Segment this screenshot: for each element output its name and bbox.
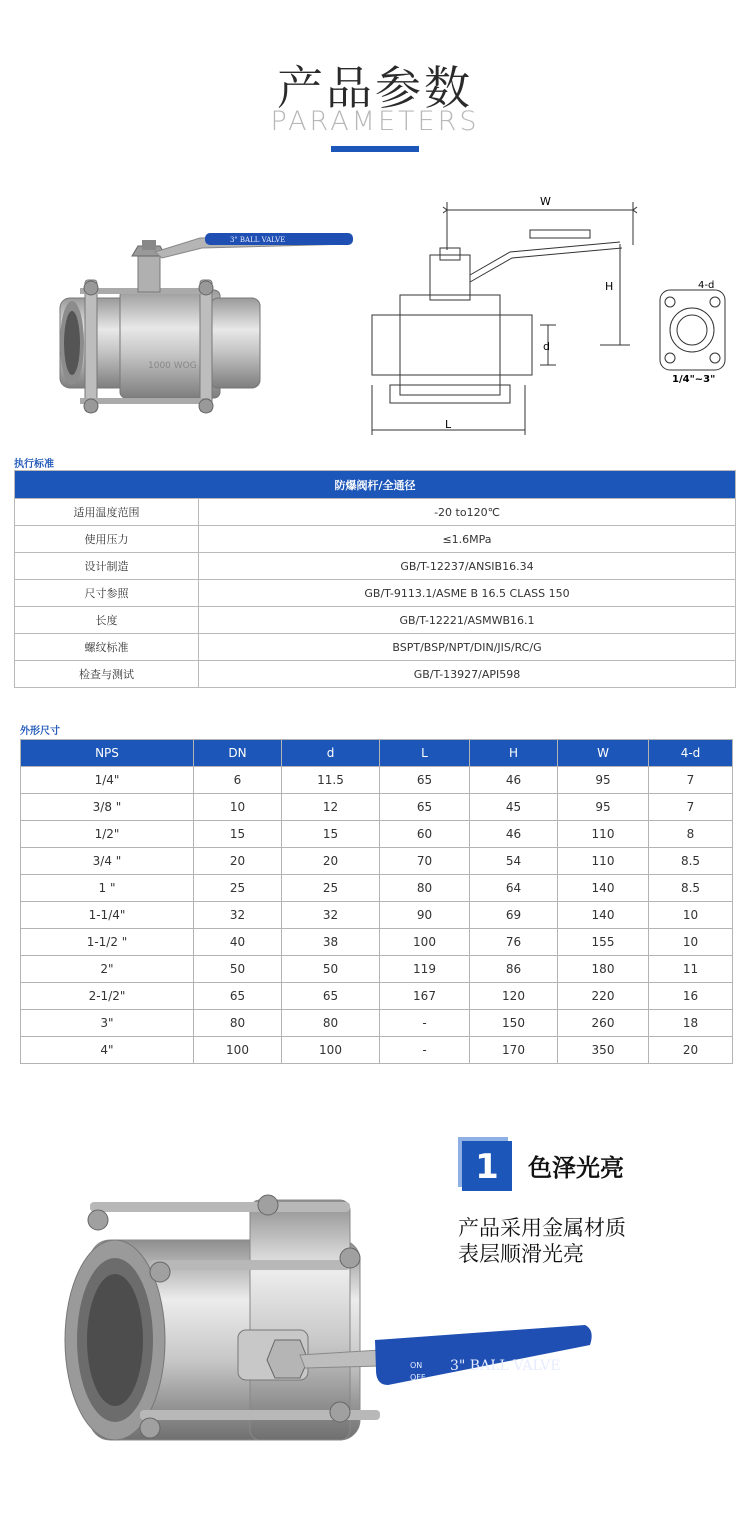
table-cell: 180 [558,956,649,983]
table-cell: 25 [194,875,282,902]
label-size-range: 1/4"~3" [672,374,716,385]
table-cell: 110 [558,848,649,875]
table-cell: 95 [558,794,649,821]
table-cell: 64 [470,875,558,902]
table-cell: 40 [194,929,282,956]
spec-table [14,470,736,688]
spec-value: GB/T-12237/ANSIB16.34 [199,553,736,580]
table-cell: 38 [282,929,380,956]
table-cell: 10 [194,794,282,821]
table-cell: 50 [282,956,380,983]
feature-line-1: 产品采用金属材质 [458,1216,626,1240]
feature-number-badge: 1 [462,1141,512,1191]
col-header: d [282,740,380,767]
label-4d: 4-d [698,280,715,291]
table-cell: 65 [380,794,470,821]
col-header: H [470,740,558,767]
table-cell: 3/4 " [21,848,194,875]
table-cell: 32 [194,902,282,929]
table-cell: 69 [470,902,558,929]
table-cell: 65 [380,767,470,794]
table-cell: 32 [282,902,380,929]
table-cell: 4" [21,1037,194,1064]
spec-name: 设计制造 [15,553,199,580]
spec-row [15,607,736,634]
dimensions-table [20,739,733,1064]
table-cell: 11.5 [282,767,380,794]
spec-row [15,499,736,526]
table-cell: 46 [470,767,558,794]
table-cell: 170 [470,1037,558,1064]
table-cell: 54 [470,848,558,875]
table-row [21,983,733,1010]
table-row [21,767,733,794]
table-cell: - [380,1037,470,1064]
ball-valve-photo [50,228,360,438]
table-cell: 15 [282,821,380,848]
label-l: L [445,418,452,431]
spec-name: 适用温度范围 [15,499,199,526]
table-cell: 100 [380,929,470,956]
table-cell: 65 [282,983,380,1010]
table-cell: 15 [194,821,282,848]
table-cell: 11 [649,956,733,983]
table-cell: 140 [558,902,649,929]
spec-row [15,526,736,553]
table-row [21,956,733,983]
page-subtitle: PARAMETERS [270,106,480,137]
spec-name: 螺纹标准 [15,634,199,661]
svg-text:1000 WOG: 1000 WOG [148,361,197,371]
spec-row [15,580,736,607]
table-cell: 80 [194,1010,282,1037]
table-cell: 60 [380,821,470,848]
table-cell: 1/4" [21,767,194,794]
table-cell: 20 [649,1037,733,1064]
spec-value: GB/T-9113.1/ASME B 16.5 CLASS 150 [199,580,736,607]
spec-name: 检查与测试 [15,661,199,688]
table-cell: 7 [649,767,733,794]
table-cell: 260 [558,1010,649,1037]
feature-line-2: 表层顺滑光亮 [458,1242,584,1266]
table-cell: 3/8 " [21,794,194,821]
title-underline [331,146,419,152]
table-cell: 1/2" [21,821,194,848]
spec-name: 尺寸参照 [15,580,199,607]
table-cell: 100 [194,1037,282,1064]
spec-row [15,553,736,580]
dims-section-label: 外形尺寸 [20,726,60,737]
table-cell: 2-1/2" [21,983,194,1010]
table-row [21,1037,733,1064]
col-header: NPS [21,740,194,767]
table-cell: 80 [380,875,470,902]
spec-value: -20 to120℃ [199,499,736,526]
table-cell: 7 [649,794,733,821]
table-cell: 10 [649,929,733,956]
table-row [21,848,733,875]
table-cell: 25 [282,875,380,902]
table-cell: 120 [470,983,558,1010]
spec-value: GB/T-12221/ASMWB16.1 [199,607,736,634]
col-header: W [558,740,649,767]
col-header: DN [194,740,282,767]
table-cell: 50 [194,956,282,983]
spec-name: 长度 [15,607,199,634]
table-row [21,875,733,902]
table-cell: 167 [380,983,470,1010]
table-cell: 76 [470,929,558,956]
table-cell: 80 [282,1010,380,1037]
table-cell: 65 [194,983,282,1010]
table-cell: 86 [470,956,558,983]
spec-value: GB/T-13927/API598 [199,661,736,688]
table-cell: 18 [649,1010,733,1037]
table-row [21,821,733,848]
table-cell: 70 [380,848,470,875]
table-cell: 90 [380,902,470,929]
table-cell: 46 [470,821,558,848]
table-cell: 12 [282,794,380,821]
handle-on-label: ON [410,1361,423,1370]
spec-value: BSPT/BSP/NPT/DIN/JIS/RC/G [199,634,736,661]
table-cell: 2" [21,956,194,983]
spec-table-header: 防爆阀杆/全通径 [15,471,736,499]
table-cell: 45 [470,794,558,821]
table-cell: 110 [558,821,649,848]
page-title: 产品参数 [277,61,473,115]
table-cell: 8.5 [649,875,733,902]
handle-text: 3" BALL VALVE [230,236,286,244]
table-cell: 8.5 [649,848,733,875]
table-row [21,902,733,929]
spec-row [15,634,736,661]
table-cell: 20 [282,848,380,875]
col-header: 4-d [649,740,733,767]
table-cell: 20 [194,848,282,875]
technical-drawing [360,190,740,450]
feature-title: 色泽光亮 [528,1154,624,1182]
table-cell: 1-1/2 " [21,929,194,956]
col-header: L [380,740,470,767]
table-cell: 119 [380,956,470,983]
handle-text-big: 3" BALL VALVE [450,1358,561,1374]
table-cell: 1-1/4" [21,902,194,929]
spec-section-label: 执行标准 [14,459,54,470]
table-cell: 16 [649,983,733,1010]
table-cell: 100 [282,1037,380,1064]
table-cell: 155 [558,929,649,956]
table-cell: 150 [470,1010,558,1037]
table-cell: 8 [649,821,733,848]
table-cell: - [380,1010,470,1037]
spec-row [15,661,736,688]
table-row [21,794,733,821]
table-cell: 95 [558,767,649,794]
table-cell: 1 " [21,875,194,902]
table-row [21,1010,733,1037]
table-cell: 3" [21,1010,194,1037]
table-cell: 140 [558,875,649,902]
table-cell: 6 [194,767,282,794]
label-w: W [540,195,551,208]
handle-off-label: OFF [410,1373,426,1382]
spec-name: 使用压力 [15,526,199,553]
table-row [21,929,733,956]
table-cell: 10 [649,902,733,929]
label-h: H [605,280,614,293]
table-cell: 220 [558,983,649,1010]
ball-valve-closeup-photo [50,1180,610,1480]
table-cell: 350 [558,1037,649,1064]
label-d: d [543,340,550,353]
spec-value: ≤1.6MPa [199,526,736,553]
